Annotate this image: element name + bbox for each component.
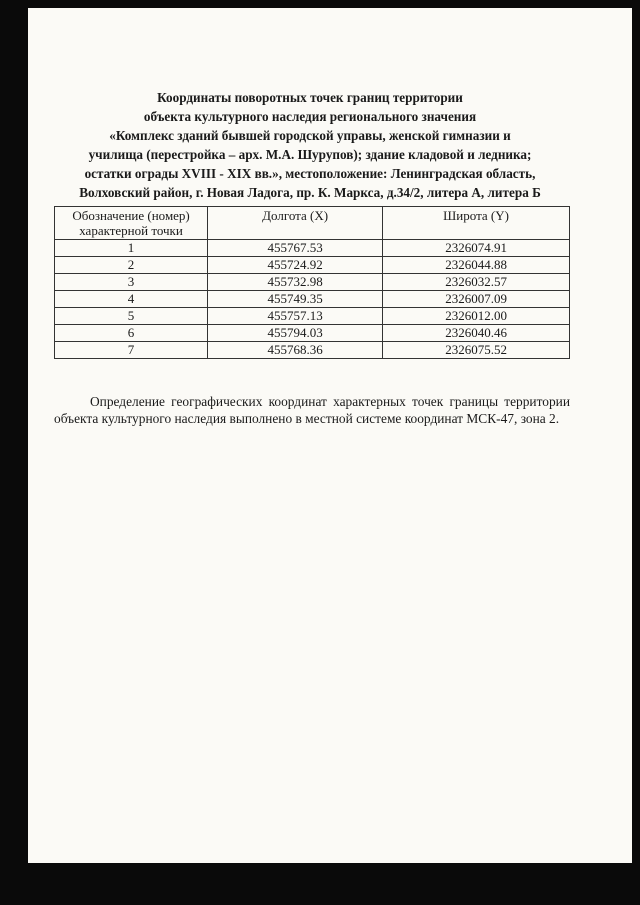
title-line: Координаты поворотных точек границ территории [157,90,463,105]
header-point-number: Обозначение (номер) характерной точки [55,207,208,240]
cell-longitude: 455732.98 [208,274,383,291]
cell-point-number: 4 [55,291,208,308]
scan-border-bottom [0,863,640,905]
cell-latitude: 2326032.57 [383,274,570,291]
table-row [55,274,570,291]
cell-longitude: 455757.13 [208,308,383,325]
cell-latitude: 2326012.00 [383,308,570,325]
cell-point-number: 1 [55,240,208,257]
title-line: остатки ограды XVIII - XIX вв.», местоположение: Ленинградская область, [84,166,536,181]
header-longitude: Долгота (X) [208,207,383,240]
header-latitude: Широта (Y) [383,207,570,240]
cell-latitude: 2326075.52 [383,342,570,359]
table-row [55,257,570,274]
title-line: объекта культурного наследия регионального значения [143,109,477,124]
coordinates-table [54,206,570,359]
table-row [55,342,570,359]
cell-longitude: 455794.03 [208,325,383,342]
table-header-row [55,207,570,240]
cell-longitude: 455724.92 [208,257,383,274]
cell-longitude: 455767.53 [208,240,383,257]
document-title [40,88,580,202]
table-row [55,291,570,308]
cell-point-number: 3 [55,274,208,291]
cell-point-number: 2 [55,257,208,274]
title-line: училища (перестройка – арх. М.А. Шурупов); здание кладовой и ледника; [88,147,532,162]
cell-point-number: 6 [55,325,208,342]
scan-border-left [0,0,28,905]
cell-point-number: 7 [55,342,208,359]
table-row [55,240,570,257]
cell-point-number: 5 [55,308,208,325]
cell-latitude: 2326044.88 [383,257,570,274]
scan-border-right [632,0,640,905]
cell-latitude: 2326040.46 [383,325,570,342]
cell-longitude: 455768.36 [208,342,383,359]
cell-latitude: 2326007.09 [383,291,570,308]
coordinate-system-note: Определение географических координат характерных точек границы территории объекта культурного наследия выполнено в местной системе координат МСК-47, зона 2. [54,394,570,427]
cell-longitude: 455749.35 [208,291,383,308]
title-line: «Комплекс зданий бывшей городской управы, женской гимназии и [109,128,511,143]
title-line: Волховский район, г. Новая Ладога, пр. К. Маркса, д.34/2, литера А, литера Б [79,185,541,200]
cell-latitude: 2326074.91 [383,240,570,257]
table-row [55,325,570,342]
table-row [55,308,570,325]
scan-border-top [0,0,640,8]
